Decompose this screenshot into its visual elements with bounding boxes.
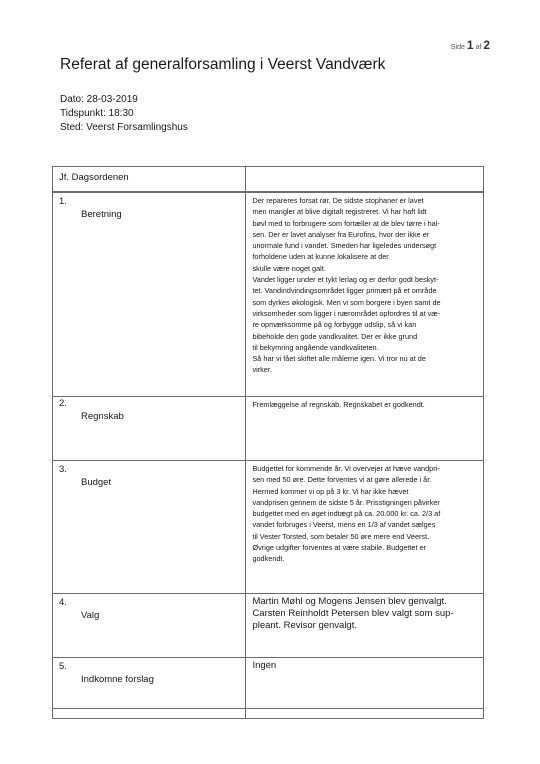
agenda-header-row <box>53 167 484 192</box>
description-line: men mangler at blive digitalt registreret. Vi har haft lidt <box>252 207 427 217</box>
description-line: virker. <box>252 365 272 375</box>
item-name: Beretning <box>81 209 122 220</box>
item-name: Regnskab <box>81 411 124 422</box>
description-line: bøvl med to forbrugere som fortæller at de blev tørre i hal- <box>252 218 440 228</box>
item-name: Valg <box>81 610 100 621</box>
item-name: Indkomne forslag <box>81 674 154 685</box>
meeting-info <box>60 93 188 135</box>
description-line: Øvrige udgifter forventes at være stabile. Budgettet er <box>252 543 427 553</box>
agenda-row-indkomne-forslag <box>53 658 484 709</box>
description-line: Vandet ligger under et tykt lerlag og er derfor godt beskyt- <box>252 275 439 285</box>
description-line: Carsten Reinholdt Petersen blev valgt som sup- <box>252 608 454 619</box>
item-number: 2. <box>59 398 67 409</box>
agenda-row-regnskab <box>53 397 484 461</box>
item-description <box>246 193 484 397</box>
description-line: budgettet med en øget indtægt på ca. 20.000 kr. ca. 2/3 af <box>252 509 441 519</box>
description-line: skulle være noget galt. <box>252 263 326 273</box>
description-line: Der repareres forsat rør. De sidste stophaner er lavet <box>252 196 424 205</box>
meeting-place: Sted: Veerst Forsamlingshus <box>60 122 188 133</box>
item-number: 3. <box>59 464 67 475</box>
item-name: Budget <box>81 477 112 488</box>
description-line: sen. Der er lavet analyser fra Eurofins, hvor der ikke er <box>252 229 430 239</box>
description-line: bibeholde den gode vandkvalitet. Der er ikke grund <box>252 331 418 341</box>
agenda-table <box>52 166 484 719</box>
meeting-date: Dato: 28-03-2019 <box>60 94 138 105</box>
description-line: vandet forbruges i Veerst, mens en 1/3 af vandet sælges <box>252 520 436 530</box>
agenda-row-budget <box>53 461 484 594</box>
description-line: Ingen <box>252 660 277 671</box>
description-line: Martin Møhl og Mogens Jensen blev genvalgt. <box>252 596 447 607</box>
document-title: Referat af generalforsamling i Veerst Vandværk <box>60 56 386 73</box>
item-description <box>246 658 484 709</box>
description-line: virksomheder som ligger i nærområdet opfordres til at væ- <box>252 308 441 318</box>
page-total: 2 <box>483 38 490 52</box>
agenda-row-beretning <box>53 193 484 397</box>
item-number: 1. <box>59 196 67 207</box>
description-line: Budgettet for kommende år. Vi overvejer at hæve vandpri- <box>252 464 440 473</box>
description-line: re opmærksomme på og forbygge udslip, så vi kan <box>252 320 417 330</box>
description-line: til Vester Torsted, som betaler 50 øre mere end Veerst. <box>252 531 430 541</box>
description-line: til bekymring angående vandkvaliteten. <box>252 342 379 352</box>
description-line: pleant. Revisor genvalgt. <box>252 620 357 631</box>
description-line: vandprisen gennem de sidste 5 år. Prisstigningen påvirker <box>252 497 440 507</box>
description-line: Hermed kommer vi op på 3 kr. Vi har ikke hævet <box>252 486 409 496</box>
description-line: forholdene uden at kunne lokalisere at der <box>252 252 389 262</box>
agenda-header: Jf. Dagsordenen <box>59 172 129 183</box>
item-number: 4. <box>59 597 67 608</box>
item-description <box>246 594 484 658</box>
description-line: godkendt. <box>252 554 285 564</box>
description-line: tet. Vandindvindingsområdet ligger primært på et område <box>252 286 437 296</box>
agenda-empty-row <box>53 709 484 719</box>
item-description <box>246 397 484 461</box>
description-line: som dyrkes økologisk. Men vi som borgere i byen samt de <box>252 297 441 307</box>
item-number: 5. <box>59 661 67 672</box>
item-description <box>246 461 484 594</box>
meeting-time: Tidspunkt: 18:30 <box>60 108 134 119</box>
page-current: 1 <box>466 38 474 52</box>
description-line: unormale fund i vandet. Smeden har ligeledes undersøgt <box>252 241 437 251</box>
page-number: Side 1 af 2 <box>450 38 490 52</box>
description-line: Så har vi fået skiftet alle målerne igen. Vi tror nu at de <box>252 354 426 364</box>
description-line: sen med 50 øre. Dette forventes vi at gøre allerede i år. <box>252 475 432 485</box>
agenda-row-valg <box>53 594 484 658</box>
description-line: Fremlæggelse af regnskab. Regnskabet er godkendt. <box>252 400 425 409</box>
